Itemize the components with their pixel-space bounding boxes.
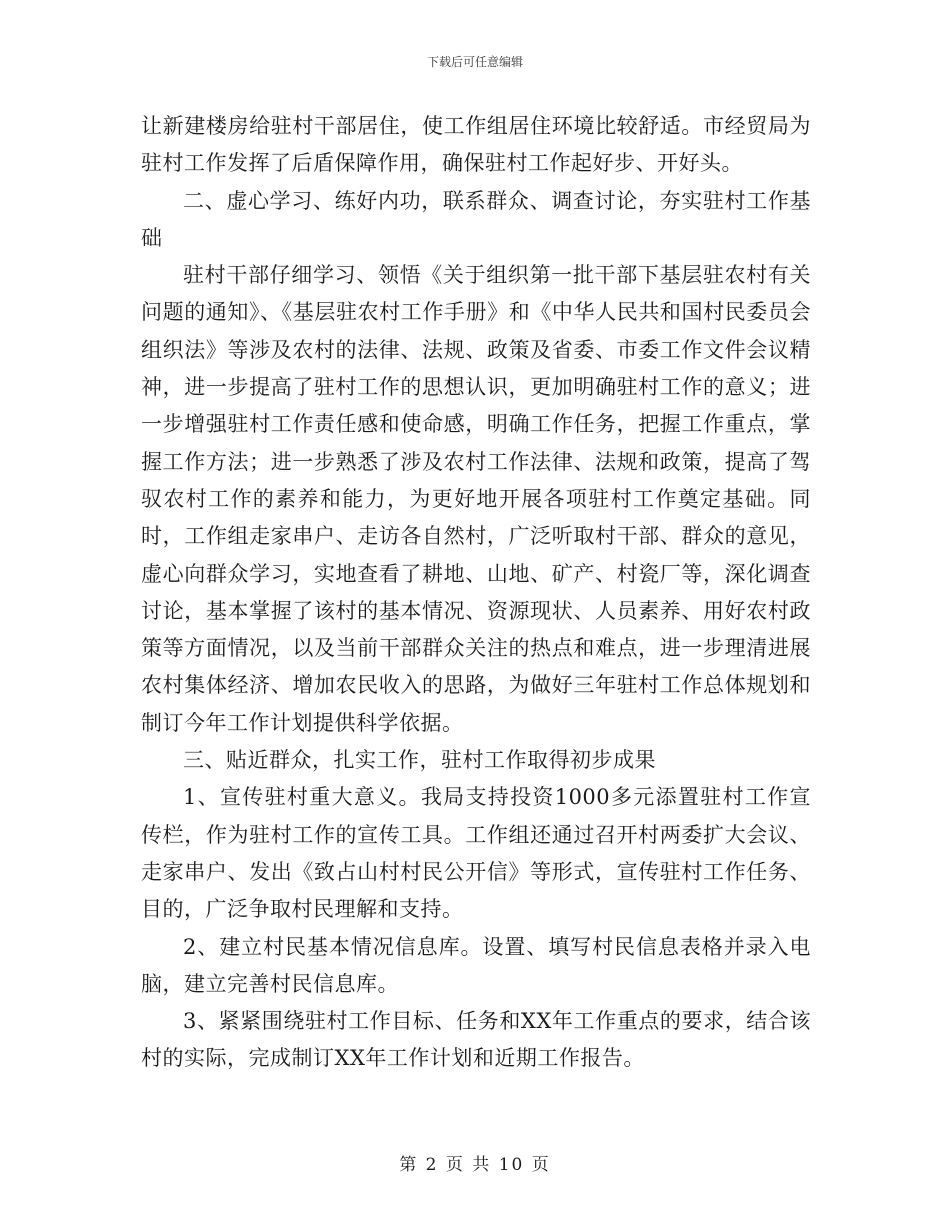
paragraph-continuation: 让新建楼房给驻村干部居住，使工作组居住环境比较舒适。市经贸局为驻村工作发挥了后盾保障作用，确保驻村工作起好步、开好头。 <box>141 114 811 176</box>
section-heading-3: 三、贴近群众，扎实工作，驻村工作取得初步成果 <box>183 748 656 773</box>
paragraph-item-1: 1、宣传驻村重大意义。我局支持投资1000多元添置驻村工作宣传栏，作为驻村工作的宣传工具。工作组还通过召开村两委扩大会议、走家串户、发出《致占山村村民公开信》等形式，宣传驻村工作任务、目的，广泛争取村民理解和支持。 <box>141 785 811 922</box>
page-header-note: 下载后可任意编辑 <box>426 55 523 69</box>
page-number: 第 2 页 共 10 页 <box>399 1155 551 1175</box>
document-body <box>141 108 811 1078</box>
paragraph-study: 驻村干部仔细学习、领悟《关于组织第一批干部下基层驻农村有关问题的通知》、《基层驻农村工作手册》和《中华人民共和国村民委员会组织法》等涉及农村的法律、法规、政策及省委、市委工作文件会议精神，进一步提高了驻村工作的思想认识，更加明确驻村工作的意义；进一步增强驻村工作责任感和使命感，明确工作任务，把握工作重点，掌握工作方法；进一步熟悉了涉及农村工作法律、法规和政策，提高了驾驭农村工作的素养和能力，为更好地开展各项驻村工作奠定基础。同时，工作组走家串户、走访各自然村，广泛听取村干部、群众的意见，虚心向群众学习，实地查看了耕地、山地、矿产、村瓷厂等，深化调查讨论，基本掌握了该村的基本情况、资源现状、人员素养、用好农村政策等方面情况，以及当前干部群众关注的热点和难点，进一步理清进展农村集体经济、增加农民收入的思路，为做好三年驻村工作总体规划和制订今年工作计划提供科学依据。 <box>141 263 811 735</box>
paragraph-item-3: 3、紧紧围绕驻村工作目标、任务和XX年工作重点的要求，结合该村的实际，完成制订XX年工作计划和近期工作报告。 <box>141 1009 811 1071</box>
section-heading-2: 二、虚心学习、练好内功，联系群众、调查讨论，夯实驻村工作基础 <box>141 188 811 250</box>
paragraph-item-2: 2、建立村民基本情况信息库。设置、填写村民信息表格并录入电脑，建立完善村民信息库。 <box>141 934 811 996</box>
